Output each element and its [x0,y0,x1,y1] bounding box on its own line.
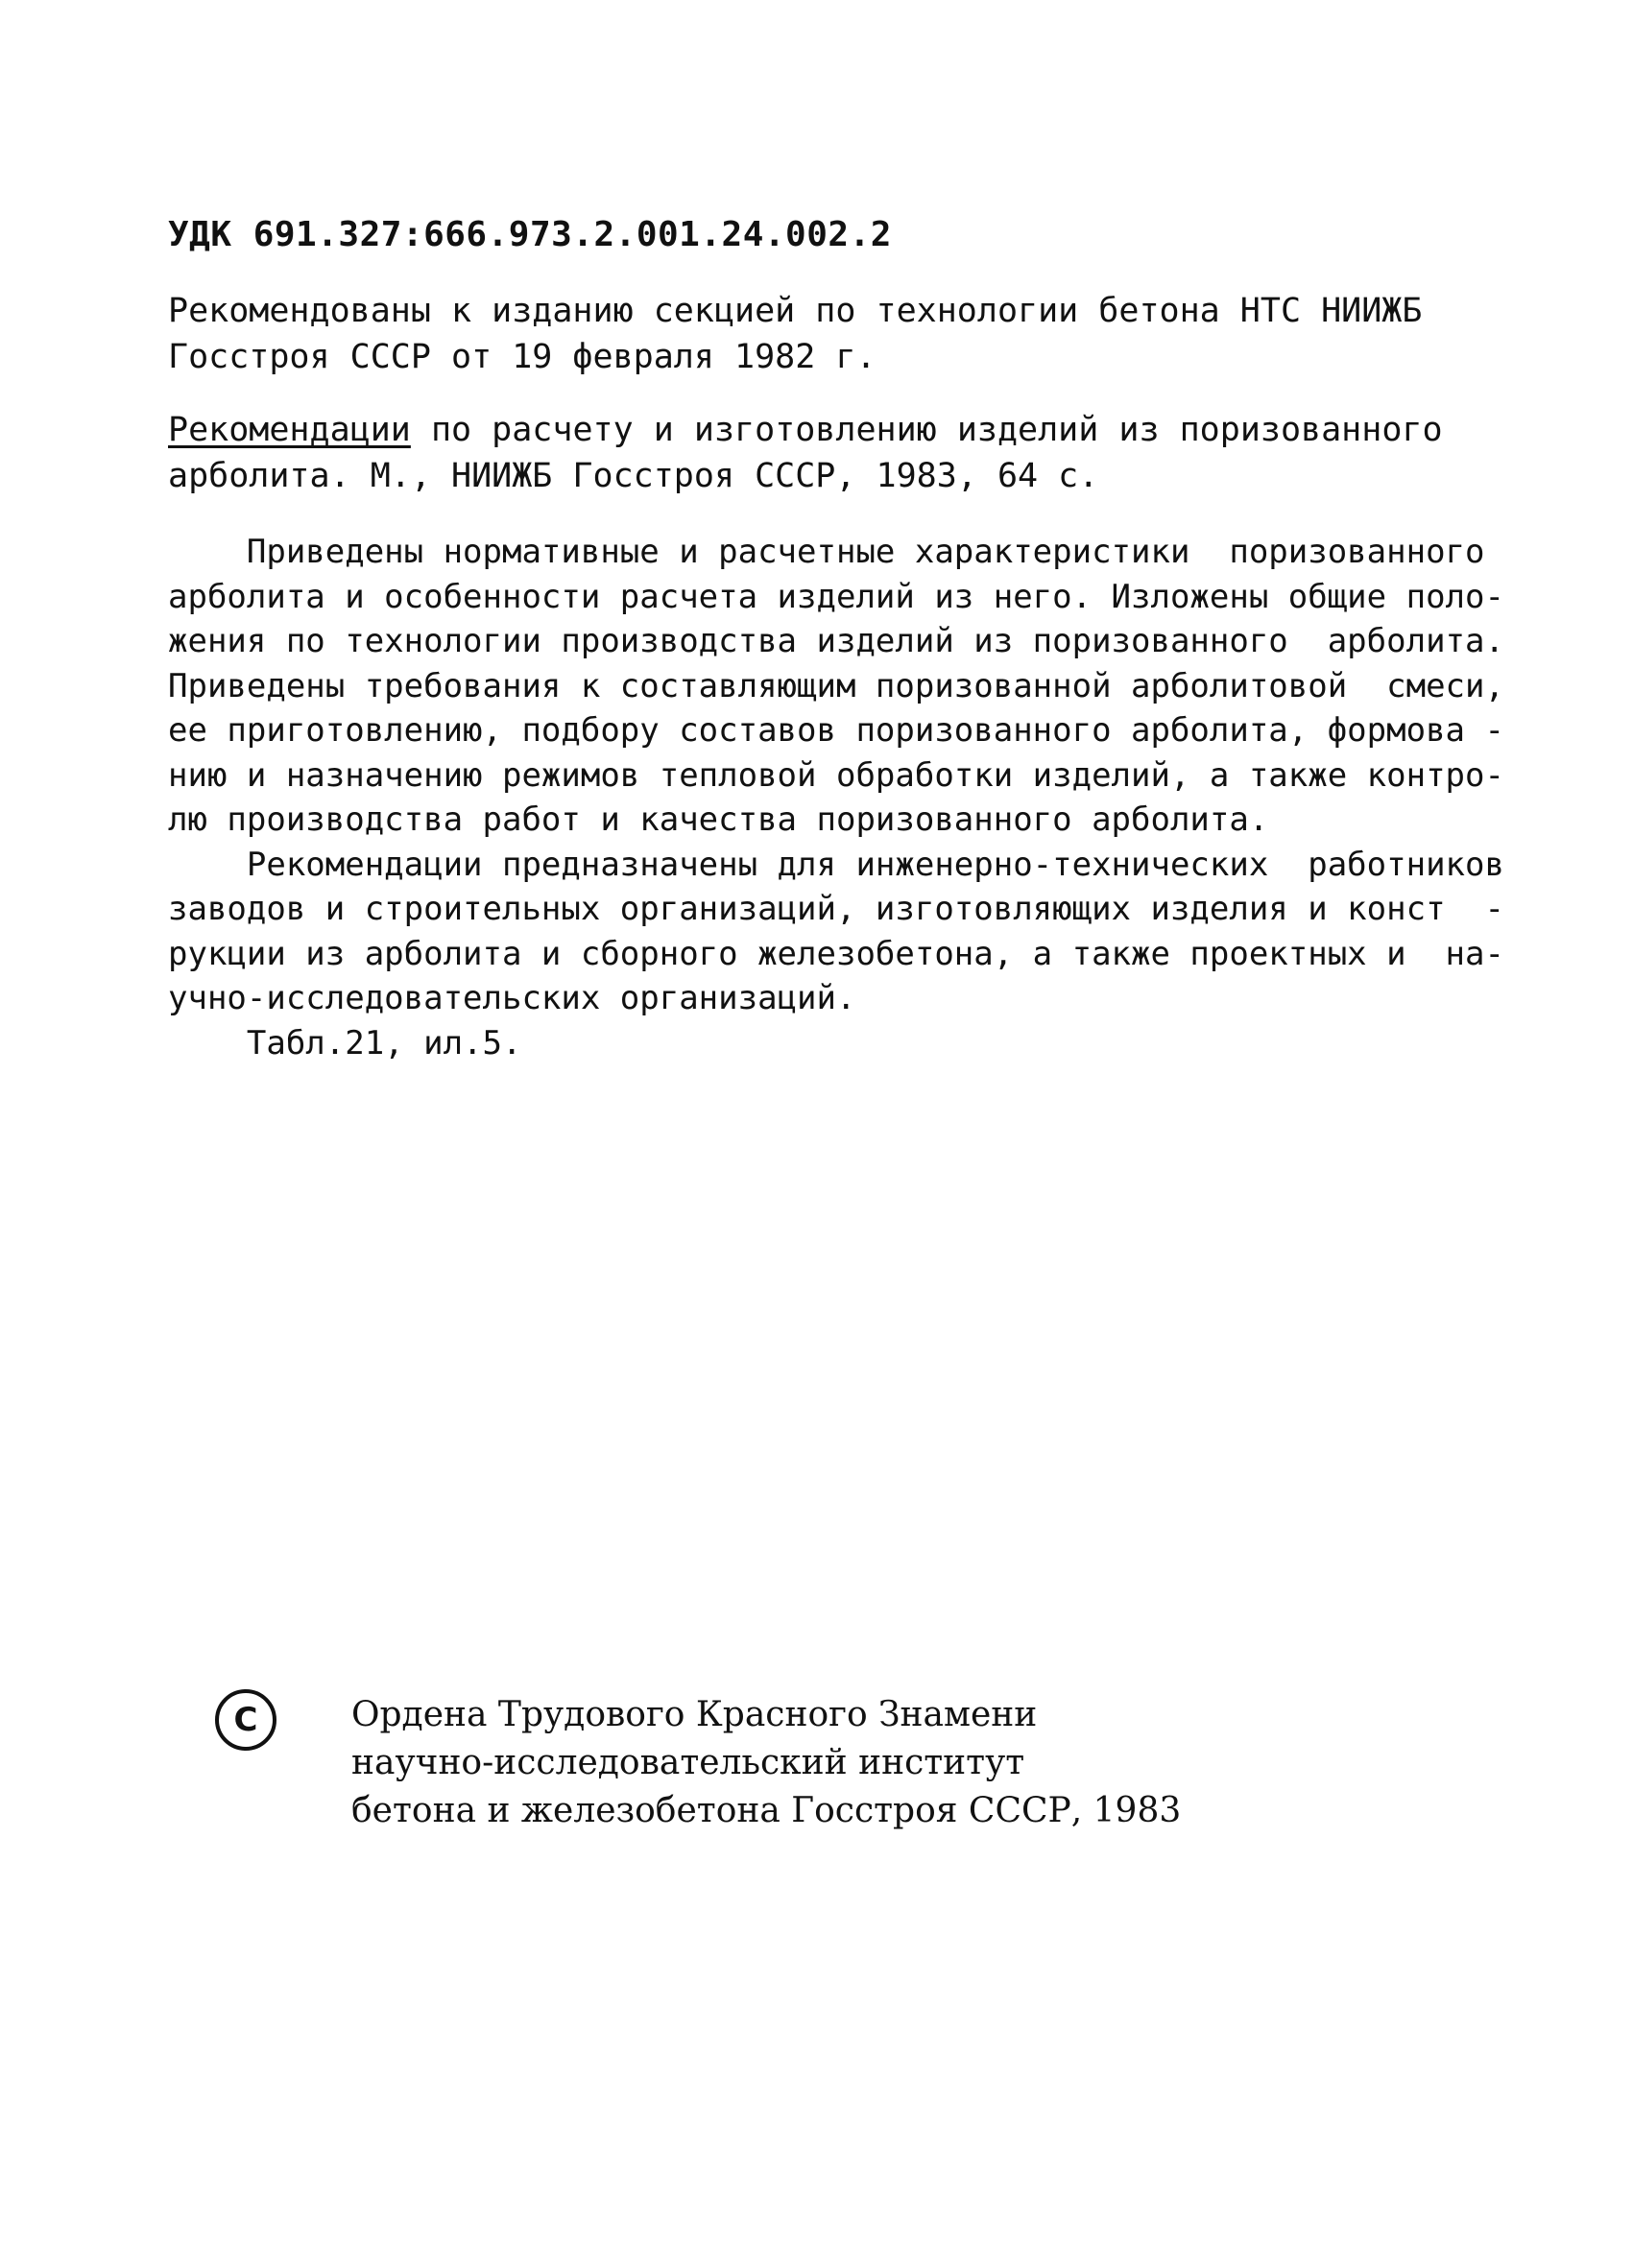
bibliographic-reference [168,407,1454,499]
recommendation-note-line: Рекомендованы к изданию секцией по технологии бетона НТС НИИЖБ [168,292,1423,330]
recommendation-note [168,288,1454,380]
abstract-line: учно-исследовательских организаций. [168,979,856,1017]
bibliographic-line: арболита. М., НИИЖБ Госстроя СССР, 1983, 64 с. [168,457,1099,495]
abstract-line: Приведены требования к составляющим поризованной арболитовой смеси, [168,666,1504,705]
publisher-line: научно-исследовательский институт [351,1743,1025,1782]
copyright-symbol: C [233,1701,258,1739]
abstract-line: Приведены нормативные и расчетные характеристики поризованного [168,533,1485,571]
abstract-line: нию и назначению режимов тепловой обработки изделий, а также контро- [168,755,1504,795]
publisher-info [351,1691,1181,1835]
copyright-icon [215,1689,276,1751]
publisher-line: бетона и железобетона Госстроя СССР, 1983 [351,1791,1182,1830]
publisher-line: Ордена Трудового Красного Знамени [351,1695,1038,1734]
recommendation-note-line: Госстроя СССР от 19 февраля 1982 г. [168,338,877,376]
abstract-line: ее приготовлению, подбору составов поризованного арболита, формова - [168,711,1504,750]
bibliographic-title-word: Рекомендации [168,411,411,449]
abstract-line: арболита и особенности расчета изделий из него. Изложены общие поло- [168,577,1504,616]
abstract-line: жения по технологии производства изделий из поризованного арболита. [168,622,1504,660]
abstract-line: Рекомендации предназначены для инженерно-технических работников [168,845,1504,884]
bibliographic-line-rest: по расчету и изготовлению изделий из поризованного [410,411,1443,449]
bibliographic-line [168,407,1454,453]
abstract-line: Табл.21, ил.5. [168,1023,522,1062]
abstract-line: рукции из арболита и сборного железобетона, а также проектных и на- [168,934,1504,973]
abstract [168,530,1504,1065]
abstract-line: заводов и строительных организаций, изготовляющих изделия и конст - [168,890,1504,928]
abstract-line: лю производства работ и качества поризованного арболита. [168,800,1269,839]
udk-code: УДК 691.327:666.973.2.001.24.002.2 [168,215,892,254]
